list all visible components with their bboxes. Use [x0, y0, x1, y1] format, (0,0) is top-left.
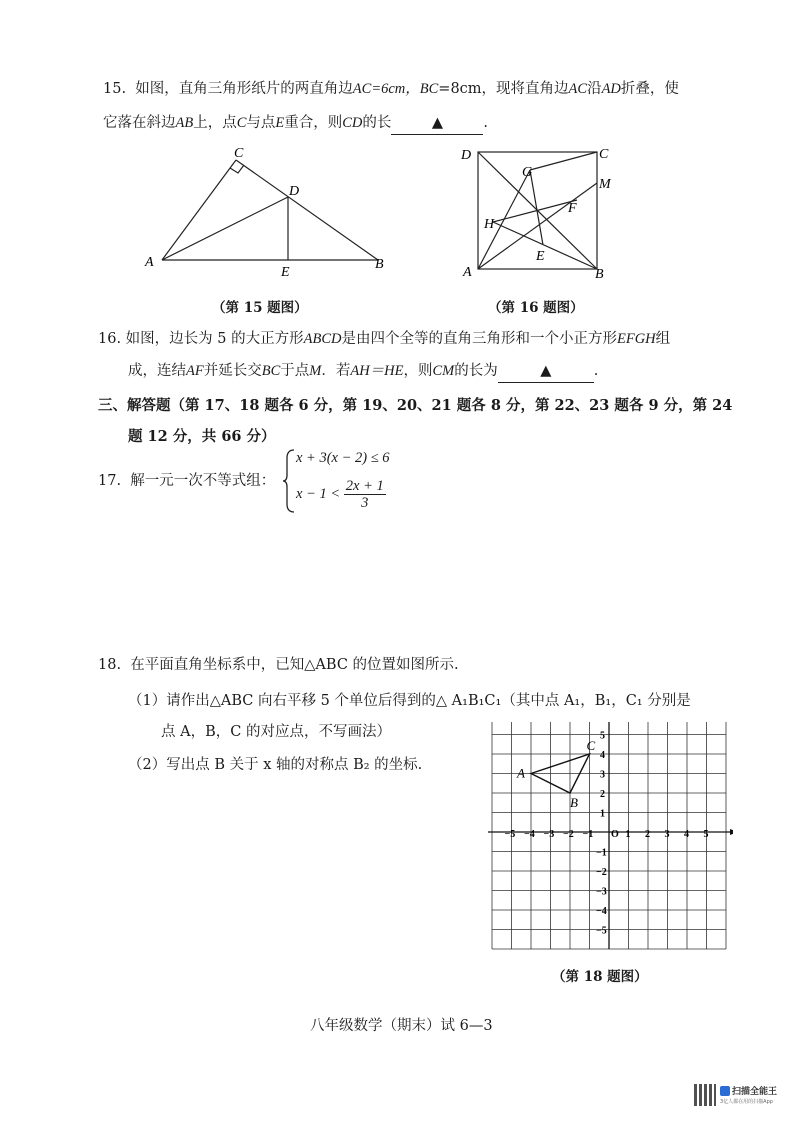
label-m16: M: [599, 177, 611, 192]
x-tick-label: −1: [582, 829, 594, 840]
x-tick-label: −4: [524, 829, 535, 840]
page-footer: 八年级数学（期末）试 6—3: [310, 1018, 493, 1034]
y-tick-label: 5: [600, 730, 605, 742]
x-axis-arrow-icon: [730, 829, 733, 835]
q18-part1-line1: （1）请作出△ABC 向右平移 5 个单位后得到的△ A₁B₁C₁（其中点 A₁，B₁，C₁ 分别是: [128, 693, 691, 709]
label-g16: G: [522, 165, 533, 180]
y-tick-label: 1: [600, 808, 605, 820]
q18-line1: 18. 在平面直角坐标系中，已知△ABC 的位置如图所示.: [98, 657, 459, 673]
x-tick-label: −2: [563, 829, 574, 840]
q16-line1: 16. 如图，边长为 5 的大正方形ABCD是由四个全等的直角三角形和一个小正方形EFGH组: [98, 331, 671, 347]
q18-part2: （2）写出点 B 关于 x 轴的对称点 B₂ 的坐标.: [128, 757, 423, 773]
x-tick-label: O: [611, 829, 619, 840]
answer-blank-15[interactable]: ▲: [391, 112, 483, 135]
x-tick-label: 5: [703, 829, 709, 840]
point-label-a: A: [517, 765, 525, 781]
side-ac: [162, 160, 236, 260]
inequality-1: x + 3(x − 2) ≤ 6: [296, 450, 390, 466]
y-tick-label: −3: [596, 886, 607, 898]
qr-code-icon: [694, 1084, 716, 1106]
y-tick-label: 3: [600, 769, 605, 781]
q17-prompt: 17. 解一元一次不等式组：: [98, 473, 276, 489]
x-tick-label: 4: [684, 829, 689, 840]
x-tick-label: 1: [625, 829, 631, 840]
label-f16: F: [568, 201, 577, 216]
label-e: E: [281, 265, 290, 280]
label-c: C: [234, 146, 244, 161]
fig16-caption: （第 16 题图）: [488, 300, 584, 316]
q18-part1-line2: 点 A，B，C 的对应点，不写画法）: [161, 724, 391, 740]
y-tick-label: −2: [596, 867, 607, 878]
figure-16: [455, 140, 625, 285]
label-a: A: [145, 255, 154, 270]
y-tick-label: −1: [596, 847, 607, 859]
scanner-logo-icon: [720, 1086, 730, 1096]
section3-line2: 题 12 分，共 66 分）: [128, 428, 276, 445]
scanner-sub: 3亿人都在用的扫描App: [720, 1099, 773, 1105]
fold-line-ad: [162, 197, 288, 260]
x-tick-label: 2: [645, 829, 650, 840]
y-tick-label: 4: [600, 750, 605, 761]
scanner-name: 扫描全能王: [732, 1087, 778, 1097]
figure-18-coordinate-grid: [488, 722, 733, 964]
y-tick-label: 2: [600, 789, 605, 800]
label-b16: B: [595, 267, 604, 282]
label-d: D: [289, 184, 300, 199]
fig15-caption: （第 15 题图）: [212, 300, 308, 316]
answer-blank-16[interactable]: ▲: [498, 360, 594, 383]
label-h16: H: [484, 217, 495, 232]
label-a16: A: [463, 265, 472, 280]
y-tick-label: −5: [596, 925, 607, 937]
x-tick-label: −3: [543, 829, 555, 840]
point-label-c: C: [586, 738, 596, 753]
inequality-2: x − 1 < $\frac{2x + 1}{3}$: [296, 478, 384, 511]
q15-line1: 15. 如图，直角三角形纸片的两直角边AC=6cm，BC=8cm，现将直角边AC沿AD折叠，使: [103, 81, 679, 97]
fig18-caption: （第 18 题图）: [552, 969, 648, 985]
section3-line1: 三、解答题（第 17、18 题各 6 分，第 19、20、21 题各 8 分，第 22、23 题各 9 分，第 24: [98, 397, 733, 414]
figure-15: [140, 145, 400, 280]
label-e16: E: [536, 249, 545, 264]
q16-line2: 成，连结AF并延长交BC于点M．若AH＝HE，则CM的长为 ▲ .: [128, 360, 598, 383]
section-title: 三、解答题: [98, 397, 171, 414]
label-d16: D: [461, 148, 472, 163]
point-label-b: B: [570, 795, 578, 810]
q15-line2: 它落在斜边AB上，点C与点E重合，则CD的长 ▲ .: [103, 112, 488, 135]
system-brace-icon: [282, 448, 296, 514]
x-tick-label: 3: [664, 829, 670, 840]
y-tick-label: −4: [596, 906, 607, 917]
x-tick-label: −5: [504, 829, 516, 840]
label-b: B: [375, 257, 384, 272]
side-cb: [236, 160, 378, 260]
label-c16: C: [599, 147, 609, 162]
